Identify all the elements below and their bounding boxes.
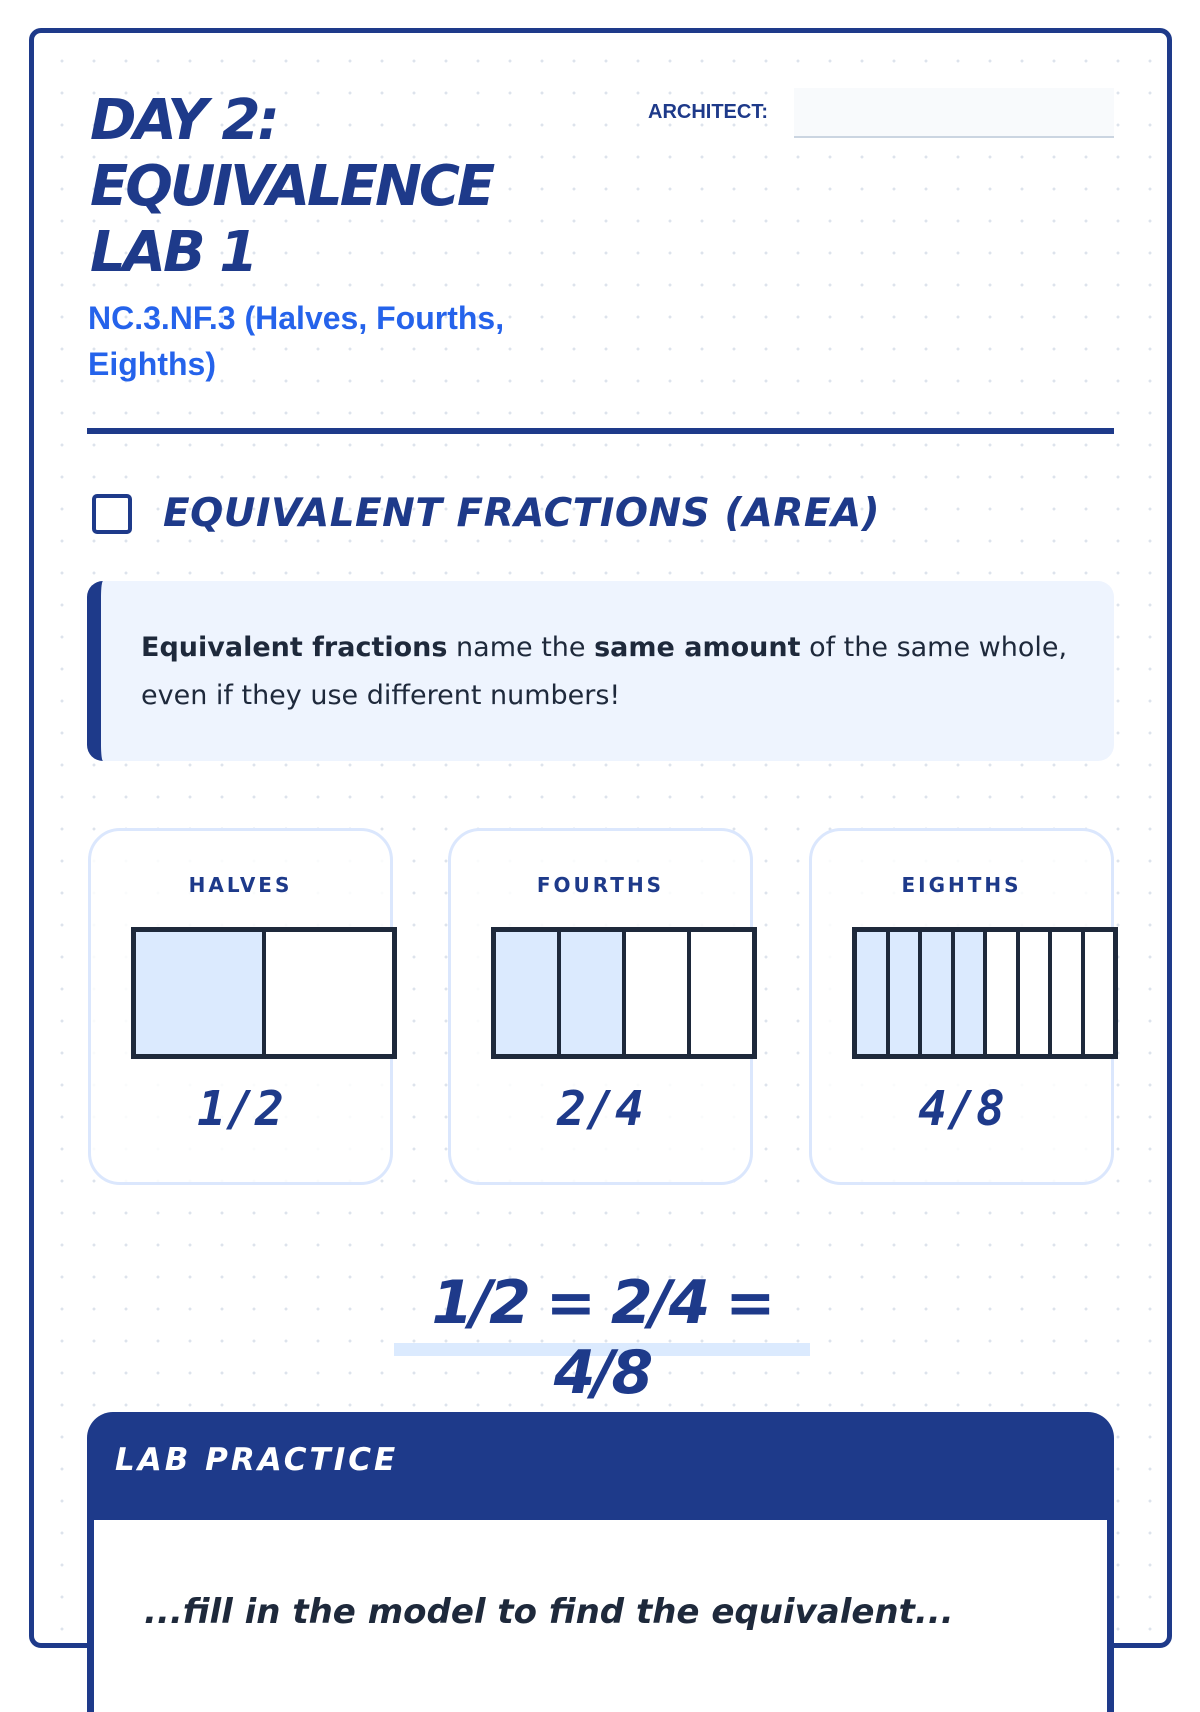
shaded-part xyxy=(557,932,622,1054)
shaded-part xyxy=(857,932,886,1054)
area-model-bar xyxy=(131,927,397,1059)
fraction-card-halves xyxy=(88,828,393,1185)
callout-emphasis: same amount xyxy=(594,632,801,663)
callout-text-2: of the same whole, even if they use different numbers! xyxy=(141,632,1068,711)
unshaded-part xyxy=(1016,932,1049,1054)
fraction-value: 4/8 xyxy=(918,1081,1005,1137)
fraction-value: 2/4 xyxy=(557,1081,644,1137)
lab-practice-body xyxy=(94,1520,1107,1712)
fraction-value: 1/2 xyxy=(197,1081,284,1137)
card-label: FOURTHS xyxy=(536,873,665,897)
shaded-part xyxy=(496,932,557,1054)
callout-text-1: name the xyxy=(447,632,595,663)
shaded-part xyxy=(951,932,984,1054)
unshaded-part xyxy=(1081,932,1114,1054)
card-label: EIGHTHS xyxy=(901,873,1022,897)
section-complete-checkbox[interactable] xyxy=(92,494,132,534)
lab-practice-prompt: ...fill in the model to find the equivalent... xyxy=(144,1592,954,1632)
page-title: DAY 2: EQUIVALENCE LAB 1 xyxy=(90,88,493,285)
equivalence-equation: 1/2 = 2/4 = 4/8 xyxy=(431,1268,773,1408)
standard-subtitle: NC.3.NF.3 (Halves, Fourths, Eighths) xyxy=(88,300,505,382)
lab-practice-title: LAB PRACTICE xyxy=(115,1442,399,1478)
definition-callout xyxy=(87,581,1114,761)
architect-label: ARCHITECT: xyxy=(648,101,768,123)
unshaded-part xyxy=(1048,932,1081,1054)
unshaded-part xyxy=(687,932,752,1054)
fraction-card-eighths xyxy=(809,828,1114,1185)
shaded-part xyxy=(886,932,919,1054)
lab-practice-panel xyxy=(87,1412,1114,1712)
shaded-part xyxy=(136,932,262,1054)
unshaded-part xyxy=(622,932,687,1054)
shaded-part xyxy=(918,932,951,1054)
fraction-card-fourths xyxy=(448,828,753,1185)
unshaded-part xyxy=(983,932,1016,1054)
area-model-bar xyxy=(852,927,1118,1059)
area-model-bar xyxy=(491,927,757,1059)
header-divider xyxy=(87,428,1114,434)
section-title: EQUIVALENT FRACTIONS (AREA) xyxy=(163,491,881,536)
card-label: HALVES xyxy=(188,873,293,897)
unshaded-part xyxy=(262,932,392,1054)
architect-name-input[interactable] xyxy=(794,88,1114,138)
callout-term: Equivalent fractions xyxy=(141,632,448,663)
